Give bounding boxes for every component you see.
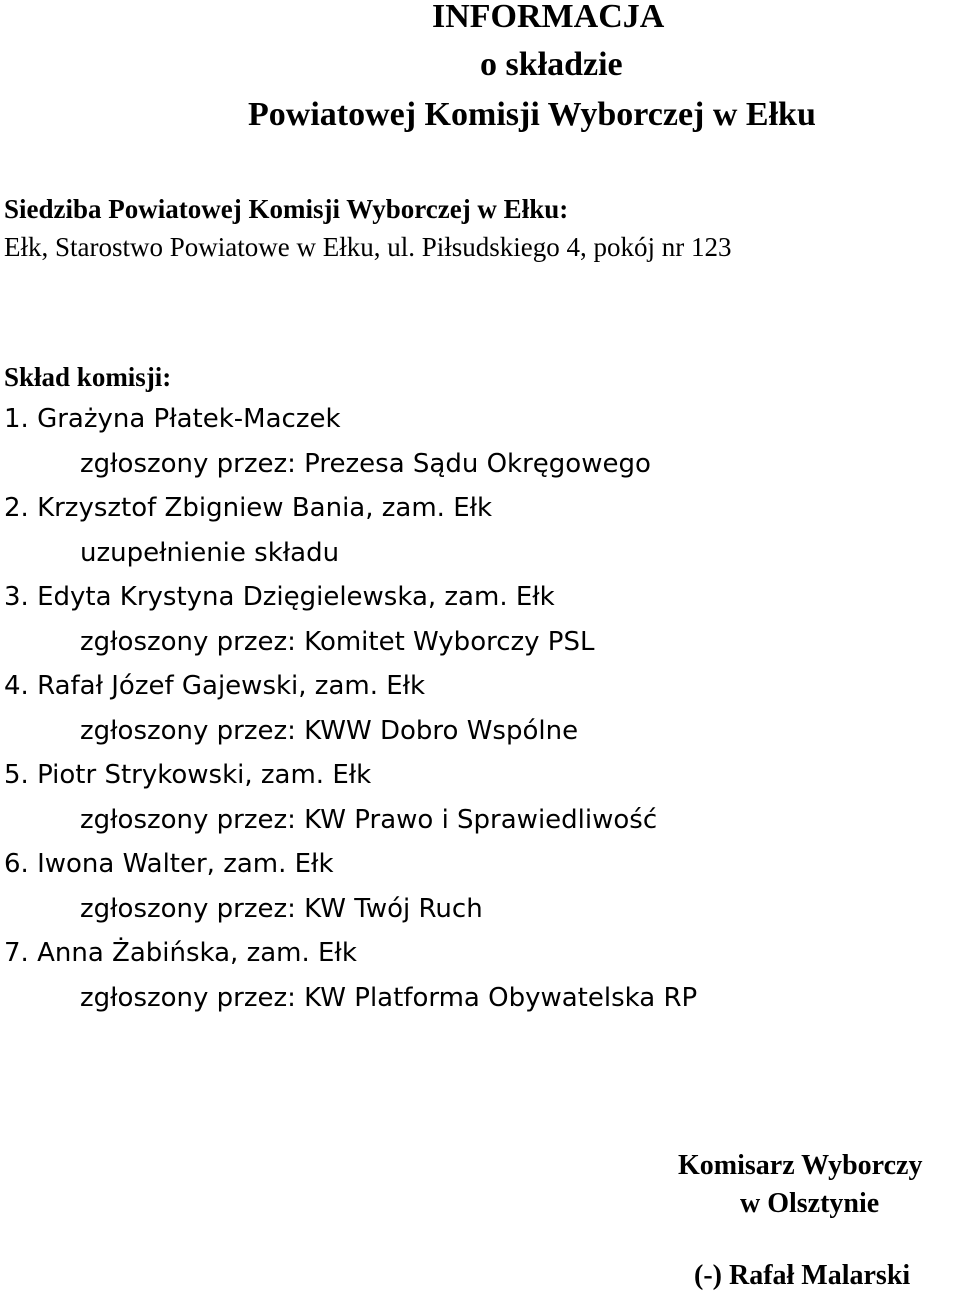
member-5-detail: zgłoszony przez: KW Prawo i Sprawiedliwość [80, 805, 658, 835]
document-title: INFORMACJA [432, 0, 665, 35]
member-6-name: 6. Iwona Walter, zam. Ełk [4, 849, 334, 879]
member-4-detail: zgłoszony przez: KWW Dobro Wspólne [80, 716, 579, 746]
member-7-detail: zgłoszony przez: KW Platforma Obywatelska RP [80, 983, 698, 1013]
document-subtitle: o składzie [480, 46, 623, 83]
member-3-detail: zgłoszony przez: Komitet Wyborczy PSL [80, 627, 595, 657]
commission-name: Powiatowej Komisji Wyborczej w Ełku [248, 96, 816, 133]
member-1-name: 1. Grażyna Płatek-Maczek [4, 404, 341, 434]
member-2-name: 2. Krzysztof Zbigniew Bania, zam. Ełk [4, 493, 493, 523]
member-5-name: 5. Piotr Strykowski, zam. Ełk [4, 760, 372, 790]
member-2-detail: uzupełnienie składu [80, 538, 340, 568]
member-1-detail: zgłoszony przez: Prezesa Sądu Okręgowego [80, 449, 651, 479]
member-6-detail: zgłoszony przez: KW Twój Ruch [80, 894, 483, 924]
signature-location: w Olsztynie [740, 1188, 880, 1219]
composition-heading: Skład komisji: [4, 362, 172, 392]
seat-address: Ełk, Starostwo Powiatowe w Ełku, ul. Piłsudskiego 4, pokój nr 123 [4, 232, 732, 262]
seat-label: Siedziba Powiatowej Komisji Wyborczej w Ełku: [4, 194, 569, 224]
member-4-name: 4. Rafał Józef Gajewski, zam. Ełk [4, 671, 426, 701]
signature-role: Komisarz Wyborczy [678, 1150, 923, 1181]
member-7-name: 7. Anna Żabińska, zam. Ełk [4, 938, 357, 968]
member-3-name: 3. Edyta Krystyna Dzięgielewska, zam. Ełk [4, 582, 555, 612]
signature-name: (-) Rafał Malarski [694, 1260, 911, 1291]
